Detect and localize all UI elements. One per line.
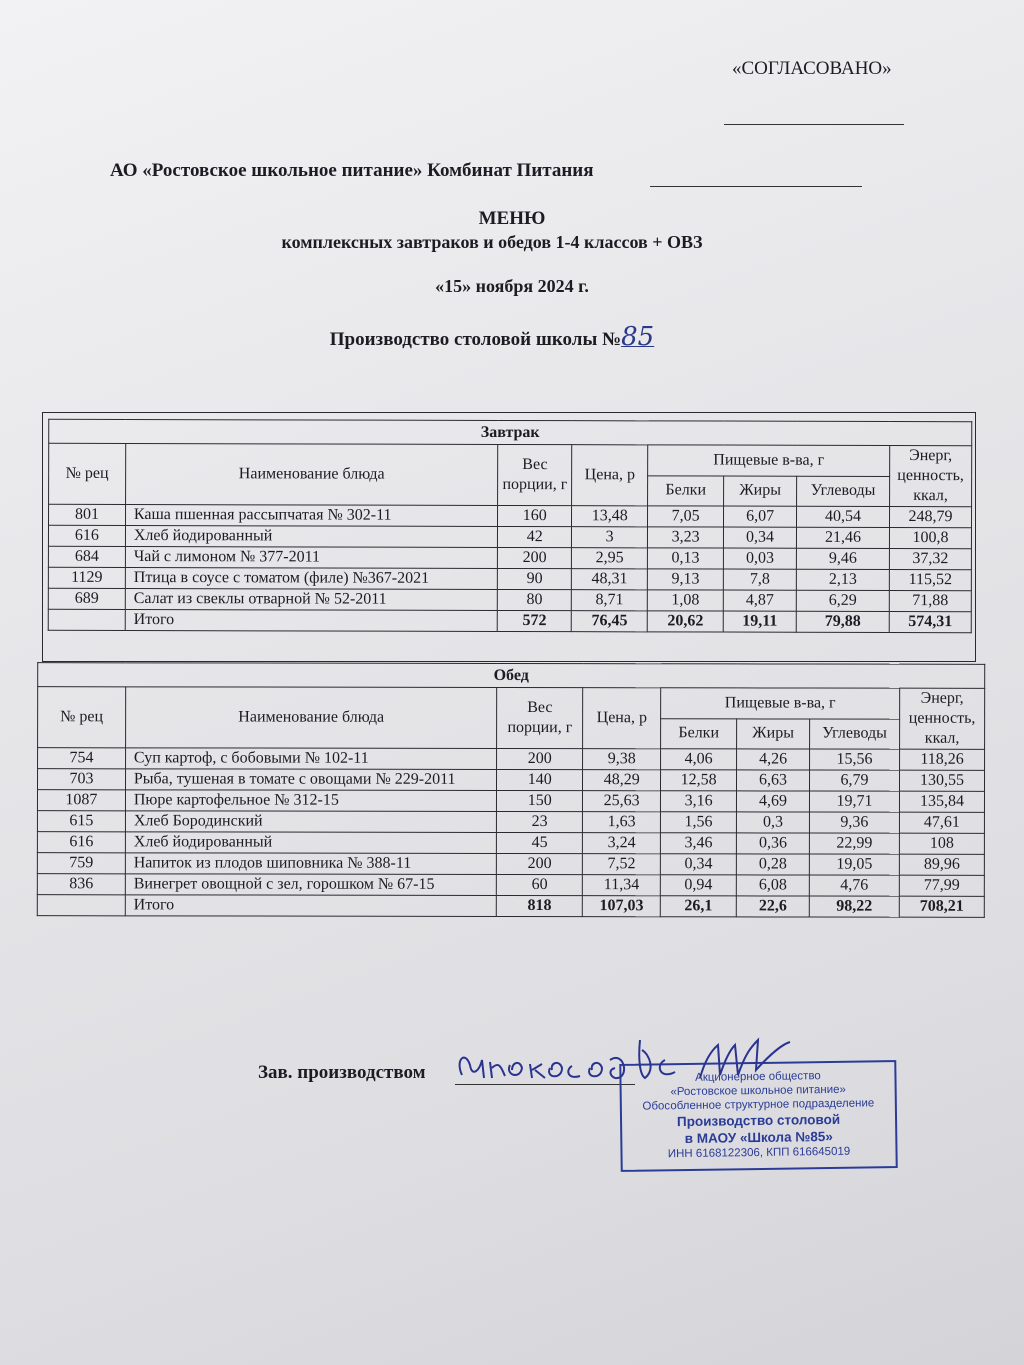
protein-cell: 1,08 bbox=[647, 590, 723, 611]
table-row bbox=[48, 567, 971, 590]
recipe-number-cell: 616 bbox=[37, 832, 125, 853]
portion-weight-cell: 818 bbox=[497, 895, 583, 916]
energy-cell: 574,31 bbox=[889, 611, 971, 632]
carbs-cell: 9,36 bbox=[809, 812, 899, 833]
carbs-cell: 6,79 bbox=[810, 770, 900, 791]
recipe-number-cell: 684 bbox=[48, 546, 125, 567]
portion-weight-cell: 160 bbox=[498, 505, 572, 526]
total-row bbox=[48, 609, 971, 632]
price-cell: 3 bbox=[572, 527, 648, 548]
dish-name-cell: Хлеб йодированный bbox=[125, 832, 496, 854]
protein-cell: 3,46 bbox=[661, 833, 737, 854]
carbs-cell: 19,05 bbox=[809, 854, 899, 875]
energy-cell: 71,88 bbox=[889, 590, 971, 611]
section-title-row bbox=[49, 419, 972, 445]
table-row bbox=[48, 525, 971, 548]
table-row bbox=[37, 769, 984, 792]
portion-weight-cell: 45 bbox=[497, 832, 583, 853]
energy-cell: 100,8 bbox=[889, 527, 971, 548]
column-header-name: Наименование блюда bbox=[125, 443, 498, 505]
carbs-cell: 79,88 bbox=[796, 611, 889, 632]
section-title-row bbox=[38, 663, 985, 689]
fat-cell: 0,28 bbox=[736, 854, 809, 875]
section-title: Обед bbox=[38, 663, 985, 689]
energy-cell: 108 bbox=[899, 833, 984, 854]
portion-weight-cell: 80 bbox=[498, 589, 572, 610]
dish-name-cell: Хлеб йодированный bbox=[125, 525, 497, 547]
energy-cell: 135,84 bbox=[899, 791, 984, 812]
portion-weight-cell: 200 bbox=[497, 748, 583, 769]
protein-cell: 3,23 bbox=[648, 527, 724, 548]
column-header-nutrients: Пищевые в-ва, г bbox=[661, 688, 900, 719]
energy-cell: 248,79 bbox=[889, 506, 971, 527]
column-header-energy: Энерг, ценность, ккал, bbox=[890, 445, 972, 506]
dish-name-cell: Винегрет овощной с зел, горошком № 67-15 bbox=[125, 874, 496, 896]
table-row bbox=[37, 874, 984, 897]
recipe-number-cell: 703 bbox=[37, 769, 125, 790]
recipe-number-cell: 801 bbox=[49, 504, 126, 525]
recipe-number-cell: 615 bbox=[37, 811, 125, 832]
energy-cell: 708,21 bbox=[899, 896, 984, 917]
protein-cell: 0,13 bbox=[648, 548, 724, 569]
column-header-fat: Жиры bbox=[724, 476, 797, 507]
column-header-weight: Вес порции, г bbox=[498, 444, 572, 505]
price-cell: 48,31 bbox=[572, 569, 648, 590]
protein-cell: 0,94 bbox=[660, 875, 736, 896]
recipe-number-cell: 759 bbox=[37, 853, 125, 874]
price-cell: 1,63 bbox=[583, 812, 661, 833]
energy-cell: 37,32 bbox=[889, 548, 971, 569]
protein-cell: 1,56 bbox=[661, 812, 737, 833]
fat-cell: 19,11 bbox=[723, 611, 796, 632]
recipe-number-cell: 616 bbox=[48, 525, 125, 546]
price-cell: 48,29 bbox=[583, 770, 661, 791]
carbs-cell: 6,29 bbox=[796, 590, 889, 611]
dish-name-cell: Пюре картофельное № 312-15 bbox=[125, 790, 496, 812]
price-cell: 3,24 bbox=[583, 833, 661, 854]
fat-cell: 4,69 bbox=[737, 791, 810, 812]
column-header-name: Наименование блюда bbox=[125, 687, 497, 749]
price-cell: 11,34 bbox=[583, 875, 661, 896]
table-row bbox=[37, 790, 984, 813]
carbs-cell: 2,13 bbox=[796, 569, 889, 590]
protein-cell: 3,16 bbox=[661, 791, 737, 812]
price-cell: 107,03 bbox=[582, 896, 660, 917]
handwritten-school-number: 85 bbox=[621, 322, 655, 352]
column-header-weight: Вес порции, г bbox=[497, 687, 583, 748]
portion-weight-cell: 150 bbox=[497, 790, 583, 811]
stamp-line: в МАОУ «Школа №85» bbox=[684, 1128, 833, 1147]
lunch-table bbox=[37, 662, 985, 918]
document-title: МЕНЮ bbox=[478, 208, 546, 229]
dish-name-cell: Хлеб Бородинский bbox=[125, 811, 496, 833]
table-row bbox=[48, 588, 971, 611]
price-cell: 25,63 bbox=[583, 791, 661, 812]
section-title: Завтрак bbox=[49, 419, 972, 445]
recipe-number-cell: 689 bbox=[48, 588, 125, 609]
energy-cell: 47,61 bbox=[899, 812, 984, 833]
approval-signature-line bbox=[724, 124, 904, 125]
fat-cell: 0,34 bbox=[724, 527, 797, 548]
portion-weight-cell: 572 bbox=[498, 610, 572, 631]
menu-date: «15» ноября 2024 г. bbox=[435, 276, 589, 296]
price-cell: 8,71 bbox=[572, 590, 648, 611]
dish-name-cell: Каша пшенная рассыпчатая № 302-11 bbox=[125, 504, 497, 526]
portion-weight-cell: 200 bbox=[497, 853, 583, 874]
price-cell: 13,48 bbox=[572, 506, 648, 527]
column-header-protein: Белки bbox=[661, 718, 737, 749]
recipe-number-cell: 836 bbox=[37, 874, 125, 895]
carbs-cell: 98,22 bbox=[809, 896, 899, 917]
dish-name-cell: Птица в соусе с томатом (филе) №367-2021 bbox=[125, 567, 497, 589]
price-cell: 9,38 bbox=[583, 749, 661, 770]
carbs-cell: 4,76 bbox=[809, 875, 899, 896]
fat-cell: 0,03 bbox=[723, 548, 796, 569]
approval-label: «СОГЛАСОВАНО» bbox=[732, 58, 892, 79]
table-row bbox=[49, 504, 972, 527]
table-row bbox=[37, 811, 984, 834]
energy-cell: 118,26 bbox=[900, 749, 985, 770]
portion-weight-cell: 200 bbox=[498, 547, 572, 568]
protein-cell: 0,34 bbox=[661, 854, 737, 875]
price-cell: 76,45 bbox=[571, 611, 647, 632]
dish-name-cell: Суп картоф, с бобовыми № 102-11 bbox=[125, 748, 496, 770]
table-row bbox=[38, 748, 985, 771]
recipe-number-cell: 1087 bbox=[37, 790, 125, 811]
organization-blank-line bbox=[650, 186, 862, 187]
carbs-cell: 9,46 bbox=[796, 548, 889, 569]
carbs-cell: 21,46 bbox=[796, 527, 889, 548]
column-header-energy: Энерг, ценность, ккал, bbox=[900, 688, 985, 749]
stamp-line: ИНН 6168122306, КПП 616645019 bbox=[667, 1145, 851, 1161]
column-header-nutrients: Пищевые в-ва, г bbox=[648, 445, 890, 476]
energy-cell: 89,96 bbox=[899, 854, 984, 875]
column-header-num: № рец bbox=[38, 687, 126, 748]
table-row bbox=[48, 546, 971, 569]
dish-name-cell: Рыба, тушеная в томате с овощами № 229-2011 bbox=[125, 769, 496, 791]
fat-cell: 7,8 bbox=[723, 569, 796, 590]
carbs-cell: 40,54 bbox=[797, 506, 890, 527]
column-header-price: Цена, р bbox=[572, 445, 648, 506]
column-header-carbs: Углеводы bbox=[810, 719, 900, 750]
production-line bbox=[0, 322, 1004, 352]
energy-cell: 77,99 bbox=[899, 875, 984, 896]
protein-cell: 7,05 bbox=[648, 506, 724, 527]
stamp-line: «Ростовское школьное питание» bbox=[670, 1083, 846, 1099]
column-header-carbs: Углеводы bbox=[797, 476, 890, 507]
signature-label: Зав. производством bbox=[258, 1062, 426, 1083]
fat-cell: 6,08 bbox=[736, 875, 809, 896]
protein-cell: 26,1 bbox=[660, 896, 736, 917]
production-label: Производство столовой школы № bbox=[329, 329, 622, 350]
stamp-line: Производство столовой bbox=[676, 1111, 841, 1130]
energy-cell: 130,55 bbox=[899, 770, 984, 791]
dish-name-cell: Салат из свеклы отварной № 52-2011 bbox=[125, 588, 497, 610]
portion-weight-cell: 90 bbox=[498, 568, 572, 589]
table-row bbox=[37, 853, 984, 876]
fat-cell: 6,07 bbox=[724, 506, 797, 527]
carbs-cell: 22,99 bbox=[809, 833, 899, 854]
fat-cell: 4,87 bbox=[723, 590, 796, 611]
document-subtitle: комплексных завтраков и обедов 1-4 классов + ОВЗ bbox=[281, 232, 703, 252]
dish-name-cell: Чай с лимоном № 377-2011 bbox=[125, 546, 497, 568]
column-header-row bbox=[38, 687, 985, 719]
handwritten-signature bbox=[450, 1020, 850, 1090]
protein-cell: 9,13 bbox=[648, 569, 724, 590]
recipe-number-cell bbox=[37, 895, 125, 916]
dish-name-cell: Напиток из плодов шиповника № 388-11 bbox=[125, 853, 496, 875]
column-header-price: Цена, р bbox=[583, 688, 661, 749]
column-header-fat: Жиры bbox=[737, 718, 810, 749]
fat-cell: 4,26 bbox=[737, 749, 810, 770]
column-header-num: № рец bbox=[49, 443, 126, 504]
breakfast-table bbox=[48, 419, 973, 633]
price-cell: 7,52 bbox=[583, 854, 661, 875]
fat-cell: 0,3 bbox=[737, 812, 810, 833]
recipe-number-cell bbox=[48, 609, 125, 630]
portion-weight-cell: 140 bbox=[497, 769, 583, 790]
column-header-row bbox=[49, 443, 972, 476]
stamp-line: Акционерное общество bbox=[695, 1070, 821, 1084]
protein-cell: 20,62 bbox=[647, 611, 723, 632]
portion-weight-cell: 60 bbox=[497, 874, 583, 895]
organization-name: АО «Ростовское школьное питание» Комбинат Питания bbox=[110, 160, 594, 181]
portion-weight-cell: 23 bbox=[497, 811, 583, 832]
carbs-cell: 15,56 bbox=[810, 749, 900, 770]
recipe-number-cell: 754 bbox=[38, 748, 126, 769]
fat-cell: 6,63 bbox=[737, 770, 810, 791]
portion-weight-cell: 42 bbox=[498, 526, 572, 547]
dish-name-cell: Итого bbox=[125, 609, 497, 631]
recipe-number-cell: 1129 bbox=[48, 567, 125, 588]
column-header-protein: Белки bbox=[648, 475, 724, 506]
price-cell: 2,95 bbox=[572, 548, 648, 569]
table-row bbox=[37, 832, 984, 855]
fat-cell: 0,36 bbox=[736, 833, 809, 854]
energy-cell: 115,52 bbox=[889, 569, 971, 590]
fat-cell: 22,6 bbox=[736, 896, 809, 917]
protein-cell: 4,06 bbox=[661, 749, 737, 770]
stamp-line: Обособленное структурное подразделение bbox=[642, 1097, 875, 1113]
carbs-cell: 19,71 bbox=[809, 791, 899, 812]
protein-cell: 12,58 bbox=[661, 770, 737, 791]
total-row bbox=[37, 895, 984, 918]
dish-name-cell: Итого bbox=[125, 895, 496, 917]
